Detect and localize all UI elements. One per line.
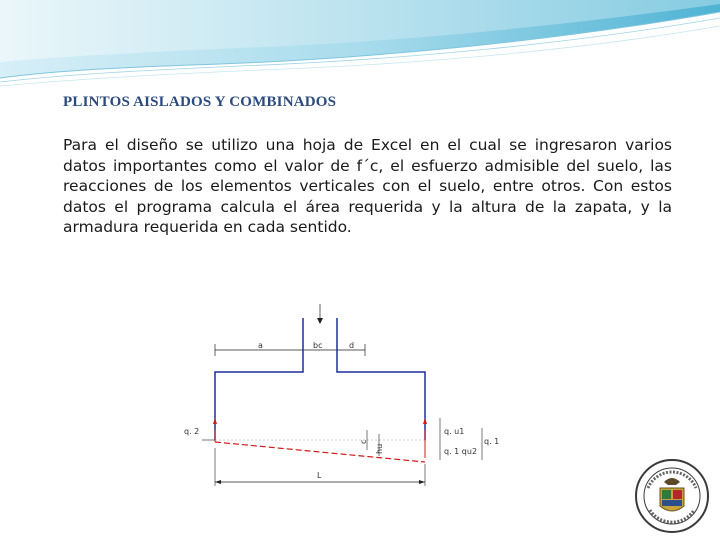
slide-body-paragraph: Para el diseño se utilizo una hoja de Excel en el cual se ingresaron varios datos importantes como el valor de f´c, el esfuerzo admisible del suelo, las reacciones de los elementos verticales con el suelo, entre otros. Con estos datos el programa calcula el área requerida y la altura de la zapata, y la armadura requerida en cada sentido. xyxy=(63,136,672,236)
combined-footing-diagram xyxy=(170,298,510,498)
slide-title: PLINTOS AISLADOS Y COMBINADOS xyxy=(63,94,337,110)
label-a: a xyxy=(258,341,263,350)
label-qu2: q. 1 qu2 xyxy=(444,447,478,456)
footing-outline xyxy=(215,318,425,440)
label-q2: q. 2 xyxy=(184,427,200,436)
label-qu1: q. u1 xyxy=(444,427,465,436)
label-q1: q. 1 xyxy=(484,437,500,446)
label-hu: hu xyxy=(375,443,384,454)
soil-pressure-line xyxy=(215,439,425,462)
label-c: c xyxy=(359,439,368,444)
label-bc: bc xyxy=(313,341,323,350)
institution-seal-logo xyxy=(634,458,710,534)
label-L: L xyxy=(317,471,322,480)
header-wave-decoration xyxy=(0,0,720,90)
label-d: d xyxy=(349,341,355,350)
